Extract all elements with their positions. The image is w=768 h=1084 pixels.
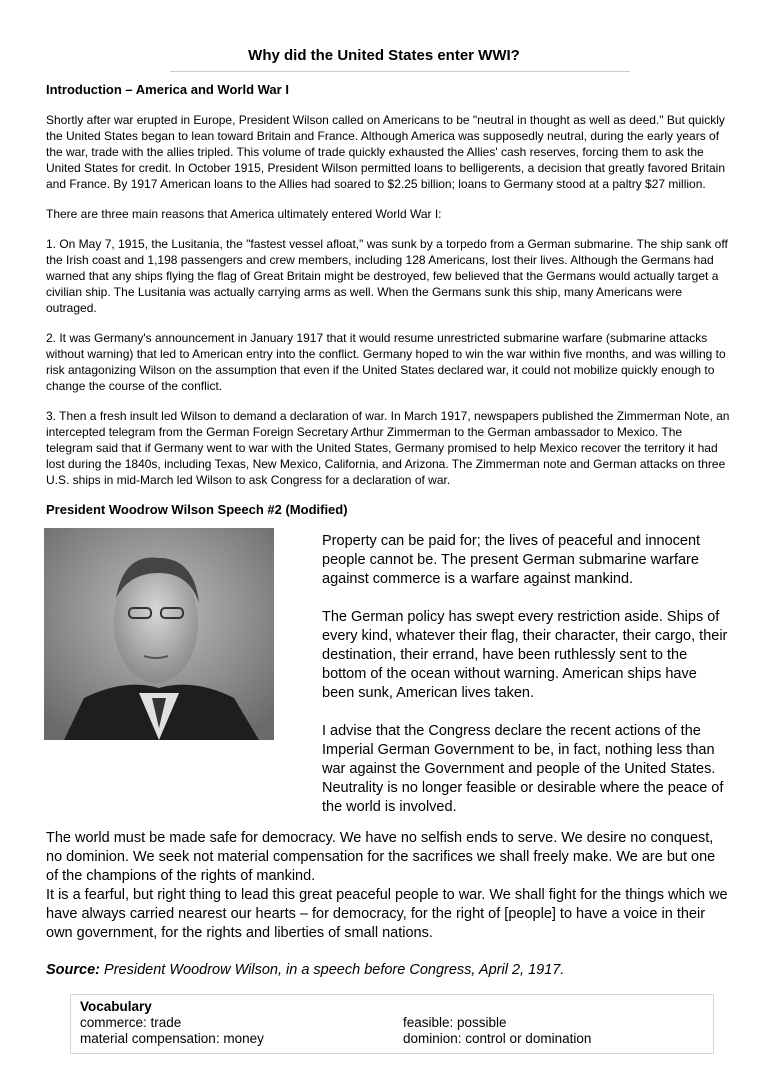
reason-2: 2. It was Germany's announcement in January 1917 that it would resume unrestricted submarine warfare (submarine attacks without warning) that led to American entry into the conflict. Germany hoped to win the war within five months, and was willing to risk antagonizing Wilson on the assumption that even if the United States declared war, it could not mobilize quickly enough to change the course of the conflict.: [46, 331, 726, 393]
vocab-term: feasible: possible: [403, 1015, 507, 1030]
reason-3: 3. Then a fresh insult led Wilson to demand a declaration of war. In March 1917, newspapers published the Zimmerman Note, an intercepted telegram from the German Foreign Secretary Arthur Zimmerman to the German ambassador to Mexico. The telegram said that if Germany went to war with the United States, Germany promised to help Mexico recover the territory it had lost during the 1840s, including Texas, New Mexico, California, and Arizona. The Zimmerman note and German attacks on three U.S. ships in mid-March led Wilson to ask Congress for a declaration of war.: [46, 409, 730, 487]
speech-paragraph-2: The German policy has swept every restriction aside. Ships of every kind, whatever their flag, their character, their cargo, their destination, their errand, have been ruthlessly sent to the bottom of the ocean without warning. American ships have been sunk, American lives taken.: [322, 609, 728, 701]
vocab-term: commerce: trade: [80, 1015, 182, 1030]
title-divider: [170, 71, 630, 72]
speech-heading: President Woodrow Wilson Speech #2 (Modified): [46, 502, 348, 517]
vocabulary-heading: Vocabulary: [80, 999, 152, 1014]
vocabulary-columns: [80, 1015, 704, 1047]
reasons-intro: There are three main reasons that America ultimately entered World War I:: [46, 207, 442, 221]
reason-1: 1. On May 7, 1915, the Lusitania, the "fastest vessel afloat," was sunk by a torpedo from a German submarine. The ship sank off the Irish coast and 1,198 passengers and crew members, including 128 Americans, lost their lives. Although the Germans had warned that any ships flying the flag of Great Britain might be destroyed, few believed that the Germans would actually target a civilian ship. The Lusitania was actually carrying arms as well. When the Germans sunk this ship, many Americans were outraged.: [46, 237, 728, 315]
speech-text-column: [322, 528, 730, 817]
vocab-term: material compensation: money: [80, 1031, 264, 1046]
speech-section: [46, 528, 730, 817]
source-label: Source:: [46, 962, 100, 978]
speech-paragraph-3: I advise that the Congress declare the recent actions of the Imperial German Government to be, in fact, nothing less than war against the Government and people of the United States. Neutrality is no longer feasible or desirable where the peace of the world is involved.: [322, 723, 724, 815]
speech-paragraph-1: Property can be paid for; the lives of peaceful and innocent people cannot be. The present German submarine warfare against commerce is a warfare against mankind.: [322, 533, 701, 587]
source-citation: [46, 961, 730, 980]
intro-paragraph: Shortly after war erupted in Europe, President Wilson called on Americans to be "neutral in thought as well as deed." But quickly the United States began to lean toward Britain and France. Although America was supposedly neutral, during the early years of the war, trade with the allies tripled. This volume of trade quickly exhausted the Allies' cash reserves, forcing them to ask the United States for credit. In October 1915, President Wilson permitted loans to belligerents, a decision that greatly favored Britain and France. By 1917 American loans to the Allies had soared to $2.25 billion; loans to Germany stood at a paltry $27 million.: [46, 113, 726, 191]
speech-bottom-paragraph-1: The world must be made safe for democracy. We have no selfish ends to serve. We desire no conquest, no dominion. We seek not material compensation for the sacrifices we shall freely make. We are but one of the champions of the rights of mankind.: [46, 830, 716, 884]
intro-heading: Introduction – America and World War I: [46, 82, 289, 97]
source-text: President Woodrow Wilson, in a speech before Congress, April 2, 1917.: [100, 962, 565, 978]
vocabulary-box: [70, 994, 714, 1054]
speech-bottom-paragraph-2: It is a fearful, but right thing to lead this great peaceful people to war. We shall fight for the things which we have always carried nearest our hearts – for democracy, for the right of [people] to have a voice in their own government, for the rights and liberties of small nations.: [46, 887, 728, 941]
vocab-term: dominion: control or domination: [403, 1031, 592, 1046]
vocabulary-left-column: [80, 1015, 403, 1047]
vocabulary-right-column: [403, 1015, 726, 1047]
page-title: Why did the United States enter WWI?: [248, 47, 520, 64]
wilson-portrait-image: [44, 528, 274, 740]
